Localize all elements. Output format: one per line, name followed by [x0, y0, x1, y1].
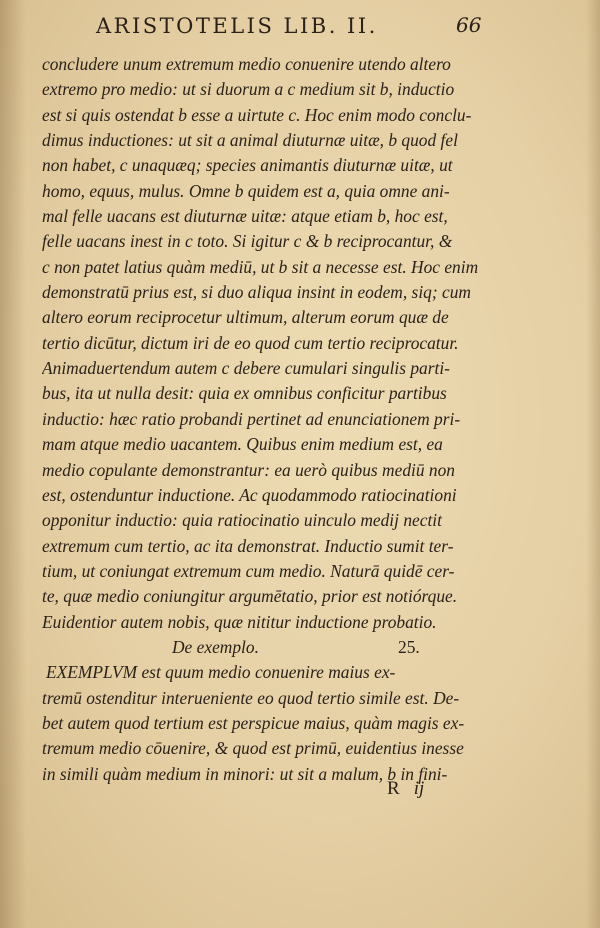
section-heading-title: De exemplo. [172, 636, 259, 657]
text-line: Euidentior autem nobis, quæ nititur inductione probatio. [42, 611, 437, 632]
text-line: bus, ita ut nulla desit: quia ex omnibus conficitur partibus [42, 383, 447, 404]
text-line: non habet, c unaquæq; species animantis diuturnæ uitæ, ut [42, 155, 453, 176]
text-line: medio copulante demonstrantur: ea uerò quibus mediū non [42, 459, 455, 480]
text-line: EXEMPLVM est quum medio conuenire maius ex- [46, 662, 396, 683]
text-line: tremū ostenditur interueniente eo quod tertio simile est. De- [42, 687, 460, 708]
text-line: tium, ut coniungat extremum cum medio. Naturā quidē cer- [42, 560, 455, 581]
text-line: extremo pro medio: ut si duorum a c medium sit b, inductio [42, 79, 455, 100]
text-block [42, 52, 498, 787]
text-line: dimus inductiones: ut sit a animal diuturnæ uitæ, b quod fel [42, 130, 458, 151]
text-line: tremum medio cōuenire, & quod est primū, euidentius inesse [42, 738, 464, 759]
text-line: homo, equus, mulus. Omne b quidem est a, quia omne ani- [42, 180, 450, 201]
signature-mark [387, 778, 424, 800]
signature-letter: R [387, 778, 400, 799]
running-head: ARISTOTELIS LIB. II. [96, 14, 378, 38]
text-line: est si quis ostendat b esse a uirtute c. Hoc enim modo conclu- [42, 104, 472, 125]
folio-number: 66 [456, 13, 482, 37]
text-line: in simili quàm medium in minori: ut sit a malum, b in fini- [42, 763, 448, 784]
text-line: te, quæ medio coniungitur argumētatio, prior est notiórque. [42, 586, 458, 607]
text-line: inductio: hæc ratio probandi pertinet ad enunciationem pri- [42, 408, 461, 429]
text-line: felle uacans inest in c toto. Si igitur c & b reciprocantur, & [42, 231, 453, 252]
text-line: bet autem quod tertium est perspicue maius, quàm magis ex- [42, 712, 465, 733]
section-heading [42, 635, 498, 660]
text-line: concludere unum extremum medio conuenire utendo altero [42, 54, 451, 74]
text-line: altero eorum reciprocetur ultimum, alterum eorum quæ de [42, 307, 449, 328]
text-line: demonstratū prius est, si duo aliqua insint in eodem, siq; cum [42, 282, 471, 303]
text-line: mal felle uacans est diuturnæ uitæ: atque etiam b, hoc est, [42, 206, 448, 227]
text-line: c non patet latius quàm mediū, ut b sit a necesse est. Hoc enim [42, 256, 479, 277]
section-heading-number: 25. [398, 636, 420, 657]
text-line: est, ostenduntur inductione. Ac quodammodo ratiocinationi [42, 484, 457, 505]
text-line: tertio dicūtur, dictum iri de eo quod cum tertio reciprocatur. [42, 332, 459, 353]
text-line: mam atque medio uacantem. Quibus enim medium est, ea [42, 434, 443, 455]
text-line: extremum cum tertio, ac ita demonstrat. Inductio sumit ter- [42, 535, 454, 556]
text-line: opponitur inductio: quia ratiocinatio uinculo medij nectit [42, 510, 442, 531]
text-line: Animaduertendum autem c debere cumulari singulis parti- [42, 358, 450, 379]
signature-numeral: ij [413, 778, 425, 799]
